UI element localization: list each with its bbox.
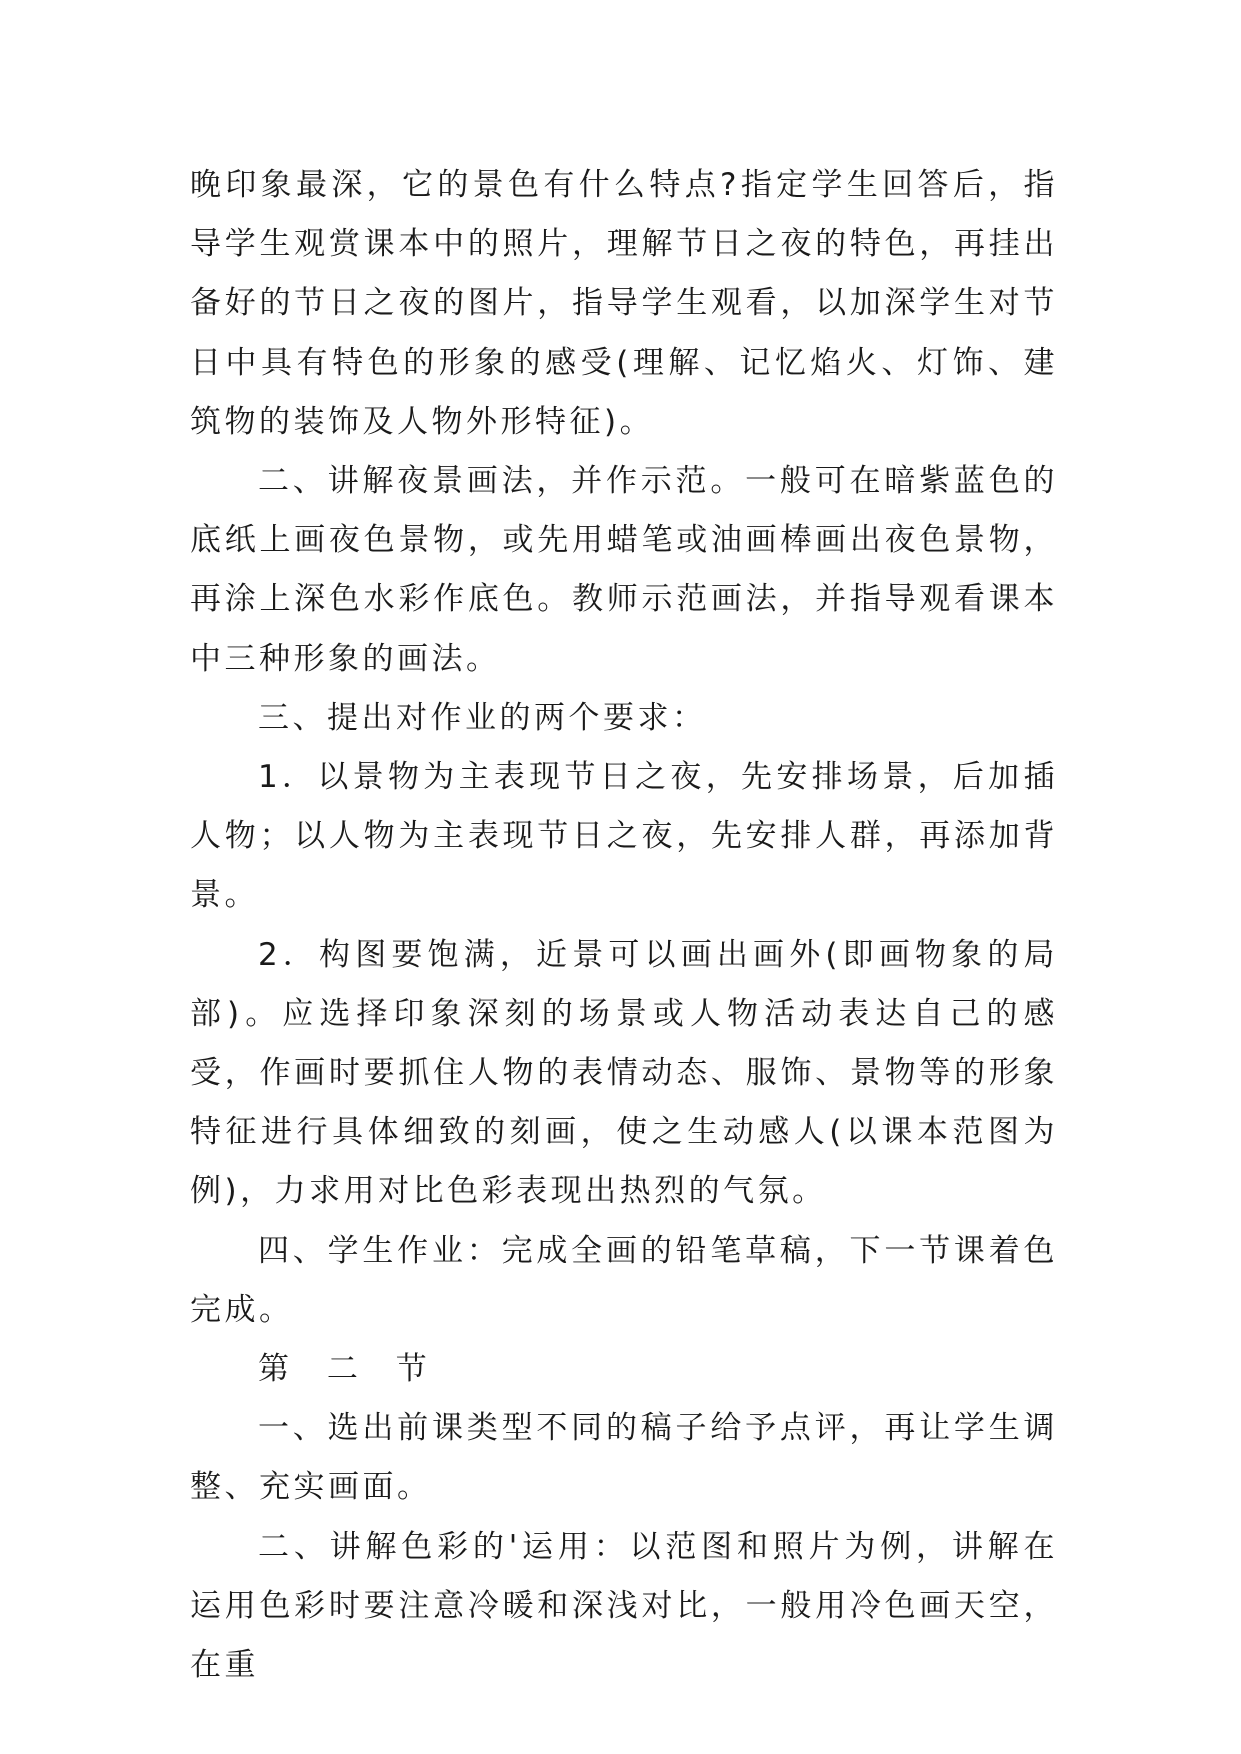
paragraph-section2-step-two: 二、讲解色彩的'运用：以范图和照片为例，讲解在运用色彩时要注意冷暖和深浅对比，一般用冷色画天空，在重 [190,1528,1058,1684]
section-heading: 第 二 节 [258,1351,441,1388]
paragraph-requirement-two: 2．构图要饱满，近景可以画出画外(即画物象的局部)。应选择印象深刻的场景或人物活动表达自己的感受，作画时要抓住人物的表情动态、服饰、景物等的形象特征进行具体细致的刻画，使之生动感人(以课本范图为例)，力求用对比色彩表现出热烈的气氛。 [190,936,1058,1210]
paragraph-step-three: 三、提出对作业的两个要求： [258,699,707,736]
paragraph-step-four: 四、学生作业：完成全画的铅笔草稿，下一节课着色完成。 [190,1232,1058,1328]
paragraph-requirement-one: 1．以景物为主表现节日之夜，先安排场景，后加插人物；以人物为主表现节日之夜，先安排人群，再添加背景。 [190,759,1058,914]
paragraph-continuation: 晚印象最深，它的景色有什么特点?指定学生回答后，指导学生观赏课本中的照片，理解节日之夜的特色，再挂出备好的节日之夜的图片，指导学生观看，以加深学生对节日中具有特色的形象的感受(理解、记忆焰火、灯饰、建筑物的装饰及人物外形特征)。 [190,167,1058,440]
paragraph-step-two: 二、讲解夜景画法，并作示范。一般可在暗紫蓝色的底纸上画夜色景物，或先用蜡笔或油画棒画出夜色景物，再涂上深色水彩作底色。教师示范画法，并指导观看课本中三种形象的画法。 [190,463,1058,677]
paragraph-section2-step-one: 一、选出前课类型不同的稿子给予点评，再让学生调整、充实画面。 [190,1410,1058,1506]
body-text [190,156,1058,1695]
